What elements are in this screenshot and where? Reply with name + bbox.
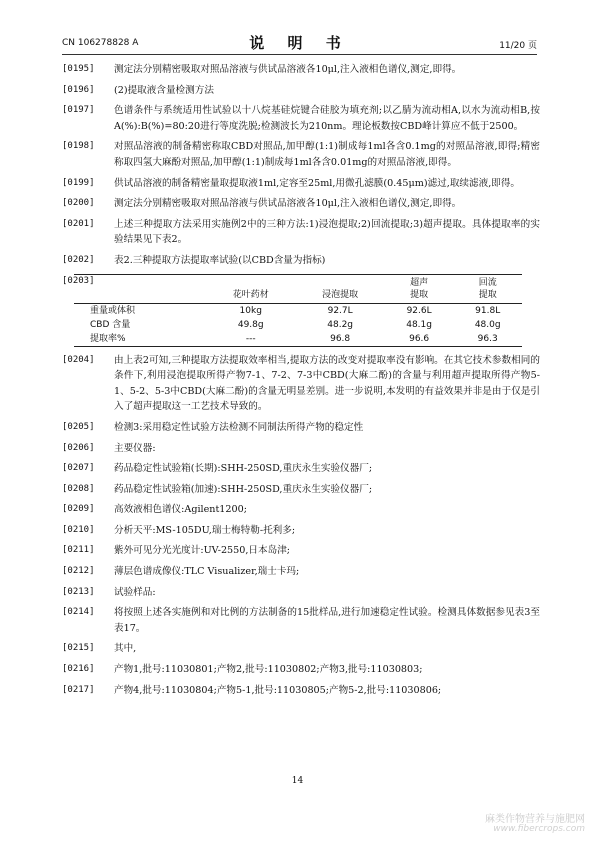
table-2 — [74, 274, 522, 347]
table-cell: 49.8g — [237, 319, 264, 330]
paragraph-text: 检测3:采用稳定性试验方法检测不同制法所得产物的稳定性 — [114, 421, 364, 433]
paragraph-text: (2)提取液含量检测方法 — [114, 84, 214, 96]
paragraph-number: [0217] — [62, 684, 95, 695]
paragraph-number: [0211] — [62, 545, 95, 556]
paragraph-text: 药品稳定性试验箱(加速):SHH-250SD,重庆永生实验仪器厂; — [114, 483, 373, 495]
table-header-cell: 回流 提取 — [453, 274, 522, 303]
paragraph-text: 高效液相色谱仪:Agilent1200; — [114, 504, 247, 516]
paragraph — [62, 461, 540, 477]
table-row — [74, 318, 522, 332]
paragraph-text: 薄层色谱成像仪:TLC Visualizer,瑞士卡玛; — [114, 566, 300, 578]
paragraph — [62, 62, 540, 78]
paragraph-number: [0215] — [62, 643, 95, 654]
table-header-cell: 超声 提取 — [385, 274, 454, 303]
page-header — [62, 32, 537, 55]
paragraph-number: [0210] — [62, 524, 95, 535]
paragraph-text: 色谱条件与系统适用性试验以十八烷基硅烷键合硅胶为填充剂;以乙腈为流动相A,以水为流动相B,按A(%):B(%)=80:20进行等度洗脱;检测波长为210nm。理论板数按CBD峰计算应不低于2500。 — [114, 105, 540, 132]
paragraph-text: 试验样品: — [114, 586, 156, 598]
paragraph-number: [0198] — [62, 141, 95, 152]
paragraph — [62, 217, 540, 248]
paragraph-number: [0204] — [62, 354, 95, 365]
paragraph — [62, 543, 540, 559]
paragraph-number: [0212] — [62, 566, 95, 577]
table-2-wrapper — [62, 274, 540, 347]
paragraph — [62, 482, 540, 498]
table-cell: 92.6L — [406, 305, 432, 316]
paragraph-text: 分析天平:MS-105DU,瑞士梅特勒-托利多; — [114, 524, 296, 536]
paragraph-number: [0207] — [62, 463, 95, 474]
paragraph-number: [0203] — [62, 275, 95, 286]
paragraph — [62, 253, 540, 269]
table-cell: 48.1g — [406, 319, 432, 330]
paragraph-number: [0197] — [62, 105, 95, 116]
paragraph-number: [0200] — [62, 198, 95, 209]
table-row — [74, 332, 522, 347]
watermark-site-name: 麻类作物营养与施肥网 — [485, 814, 585, 825]
paragraph-text: 产物4,批号:11030804;产物5-1,批号:11030805;产物5-2,批号:11030806; — [114, 684, 442, 696]
paragraph — [62, 585, 540, 601]
table-header-cell: 花叶药材 — [206, 274, 295, 303]
paragraph — [62, 662, 540, 678]
paragraph-number: [0199] — [62, 177, 95, 188]
table-header-cell: 浸泡提取 — [295, 274, 384, 303]
paragraph — [62, 176, 540, 192]
document-title: 说 明 书 — [249, 34, 350, 52]
paragraph — [62, 420, 540, 436]
paragraph-text: 测定法分别精密吸取对照品溶液与供试品溶液各10μl,注入液相色谱仪,测定,即得。 — [114, 198, 462, 210]
paragraph — [62, 683, 540, 699]
paragraph-text: 表2.三种提取方法提取率试验(以CBD含量为指标) — [114, 254, 326, 266]
paragraph-text: 对照品溶液的制备精密称取CBD对照品,加甲醇(1:1)制成每1ml各含0.1mg的对照品溶液,即得;精密称取四氢大麻酚对照品,加甲醇(1:1)制成每1ml各含0.01mg的对照品溶液,即得。 — [114, 141, 540, 168]
paragraph-number: [0216] — [62, 664, 95, 675]
paragraph-text: 上述三种提取方法采用实施例2中的三种方法:1)浸泡提取;2)回流提取;3)超声提取。具体提取率的实验结果见下表2。 — [114, 218, 540, 246]
table-row-label: 重量或体积 — [90, 305, 136, 316]
table-cell: 96.6 — [385, 332, 454, 347]
document-number: CN 106278828 A — [62, 38, 139, 48]
paragraph-text: 将按照上述各实施例和对比例的方法制备的15批样品,进行加速稳定性试验。检测具体数据参见表3至表17。 — [114, 607, 540, 634]
paragraph-number: [0195] — [62, 64, 95, 74]
paragraph-number: [0208] — [62, 483, 95, 494]
paragraph — [62, 83, 540, 99]
paragraph — [62, 564, 540, 580]
paragraph-number: [0206] — [62, 442, 95, 453]
table-cell: 48.2g — [327, 319, 354, 330]
paragraph-number: [0202] — [62, 254, 95, 265]
table-row — [74, 303, 522, 318]
table-cell: 96.8 — [295, 332, 384, 347]
paragraph — [62, 139, 540, 170]
paragraph-text: 紫外可见分光光度计:UV-2550,日本岛津; — [114, 545, 291, 557]
paragraph-text: 其中, — [114, 643, 137, 655]
paragraph-number: [0201] — [62, 218, 95, 229]
paragraph-text: 由上表2可知,三种提取方法提取效率相当,提取方法的改变对提取率没有影响。在其它技术参数相同的条件下,利用浸泡提取所得产物7-1、7-2、7-3中CBD(大麻二酚)的含量与利用超声提取所得产物5-1、5-2、5-3中CBD(大麻二酚)的含量无明显差别。进一步说明,本发明的有益效果并非是由于仅是引入了超声提取这一工艺技术导致的。 — [114, 354, 540, 413]
paragraph-text: 主要仪器: — [114, 442, 156, 454]
document-body — [62, 62, 540, 703]
paragraph-text: 药品稳定性试验箱(长期):SHH-250SD,重庆永生实验仪器厂; — [114, 463, 373, 475]
page-info: 11/20 页 — [499, 41, 537, 51]
paragraph-text: 产物1,批号:11030801;产物2,批号:11030802;产物3,批号:11030803; — [114, 664, 423, 676]
watermark-url: www.fibercrops.com — [493, 824, 585, 834]
paragraph — [62, 196, 540, 212]
table-cell: 96.3 — [453, 332, 522, 347]
table-row-label: 提取率% — [74, 332, 206, 347]
paragraph-number: [0209] — [62, 504, 95, 515]
paragraph-number: [0205] — [62, 421, 95, 432]
paragraph-text: 测定法分别精密吸取对照品溶液与供试品溶液各10μl,注入液相色谱仪,测定,即得。 — [114, 64, 462, 75]
paragraph-number: [0196] — [62, 84, 95, 95]
table-row-label: CBD 含量 — [90, 319, 131, 330]
table-header-row — [74, 274, 522, 303]
table-cell: 91.8L — [475, 305, 501, 316]
paragraph — [62, 523, 540, 539]
paragraph-number: [0214] — [62, 607, 95, 618]
paragraph-text: 供试品溶液的制备精密量取提取液1ml,定容至25ml,用微孔滤膜(0.45μm)滤过,取续滤液,即得。 — [114, 177, 521, 189]
table-cell: 48.0g — [474, 319, 501, 330]
paragraph — [62, 353, 540, 415]
paragraph-number: [0213] — [62, 586, 95, 597]
paragraph — [62, 605, 540, 636]
paragraph — [62, 103, 540, 134]
paragraph — [62, 641, 540, 657]
table-cell: 92.7L — [327, 305, 353, 316]
paragraph — [62, 502, 540, 518]
paragraph — [62, 441, 540, 457]
table-cell: --- — [206, 332, 295, 347]
page-number: 14 — [291, 776, 304, 786]
table-cell: 10kg — [239, 305, 262, 316]
